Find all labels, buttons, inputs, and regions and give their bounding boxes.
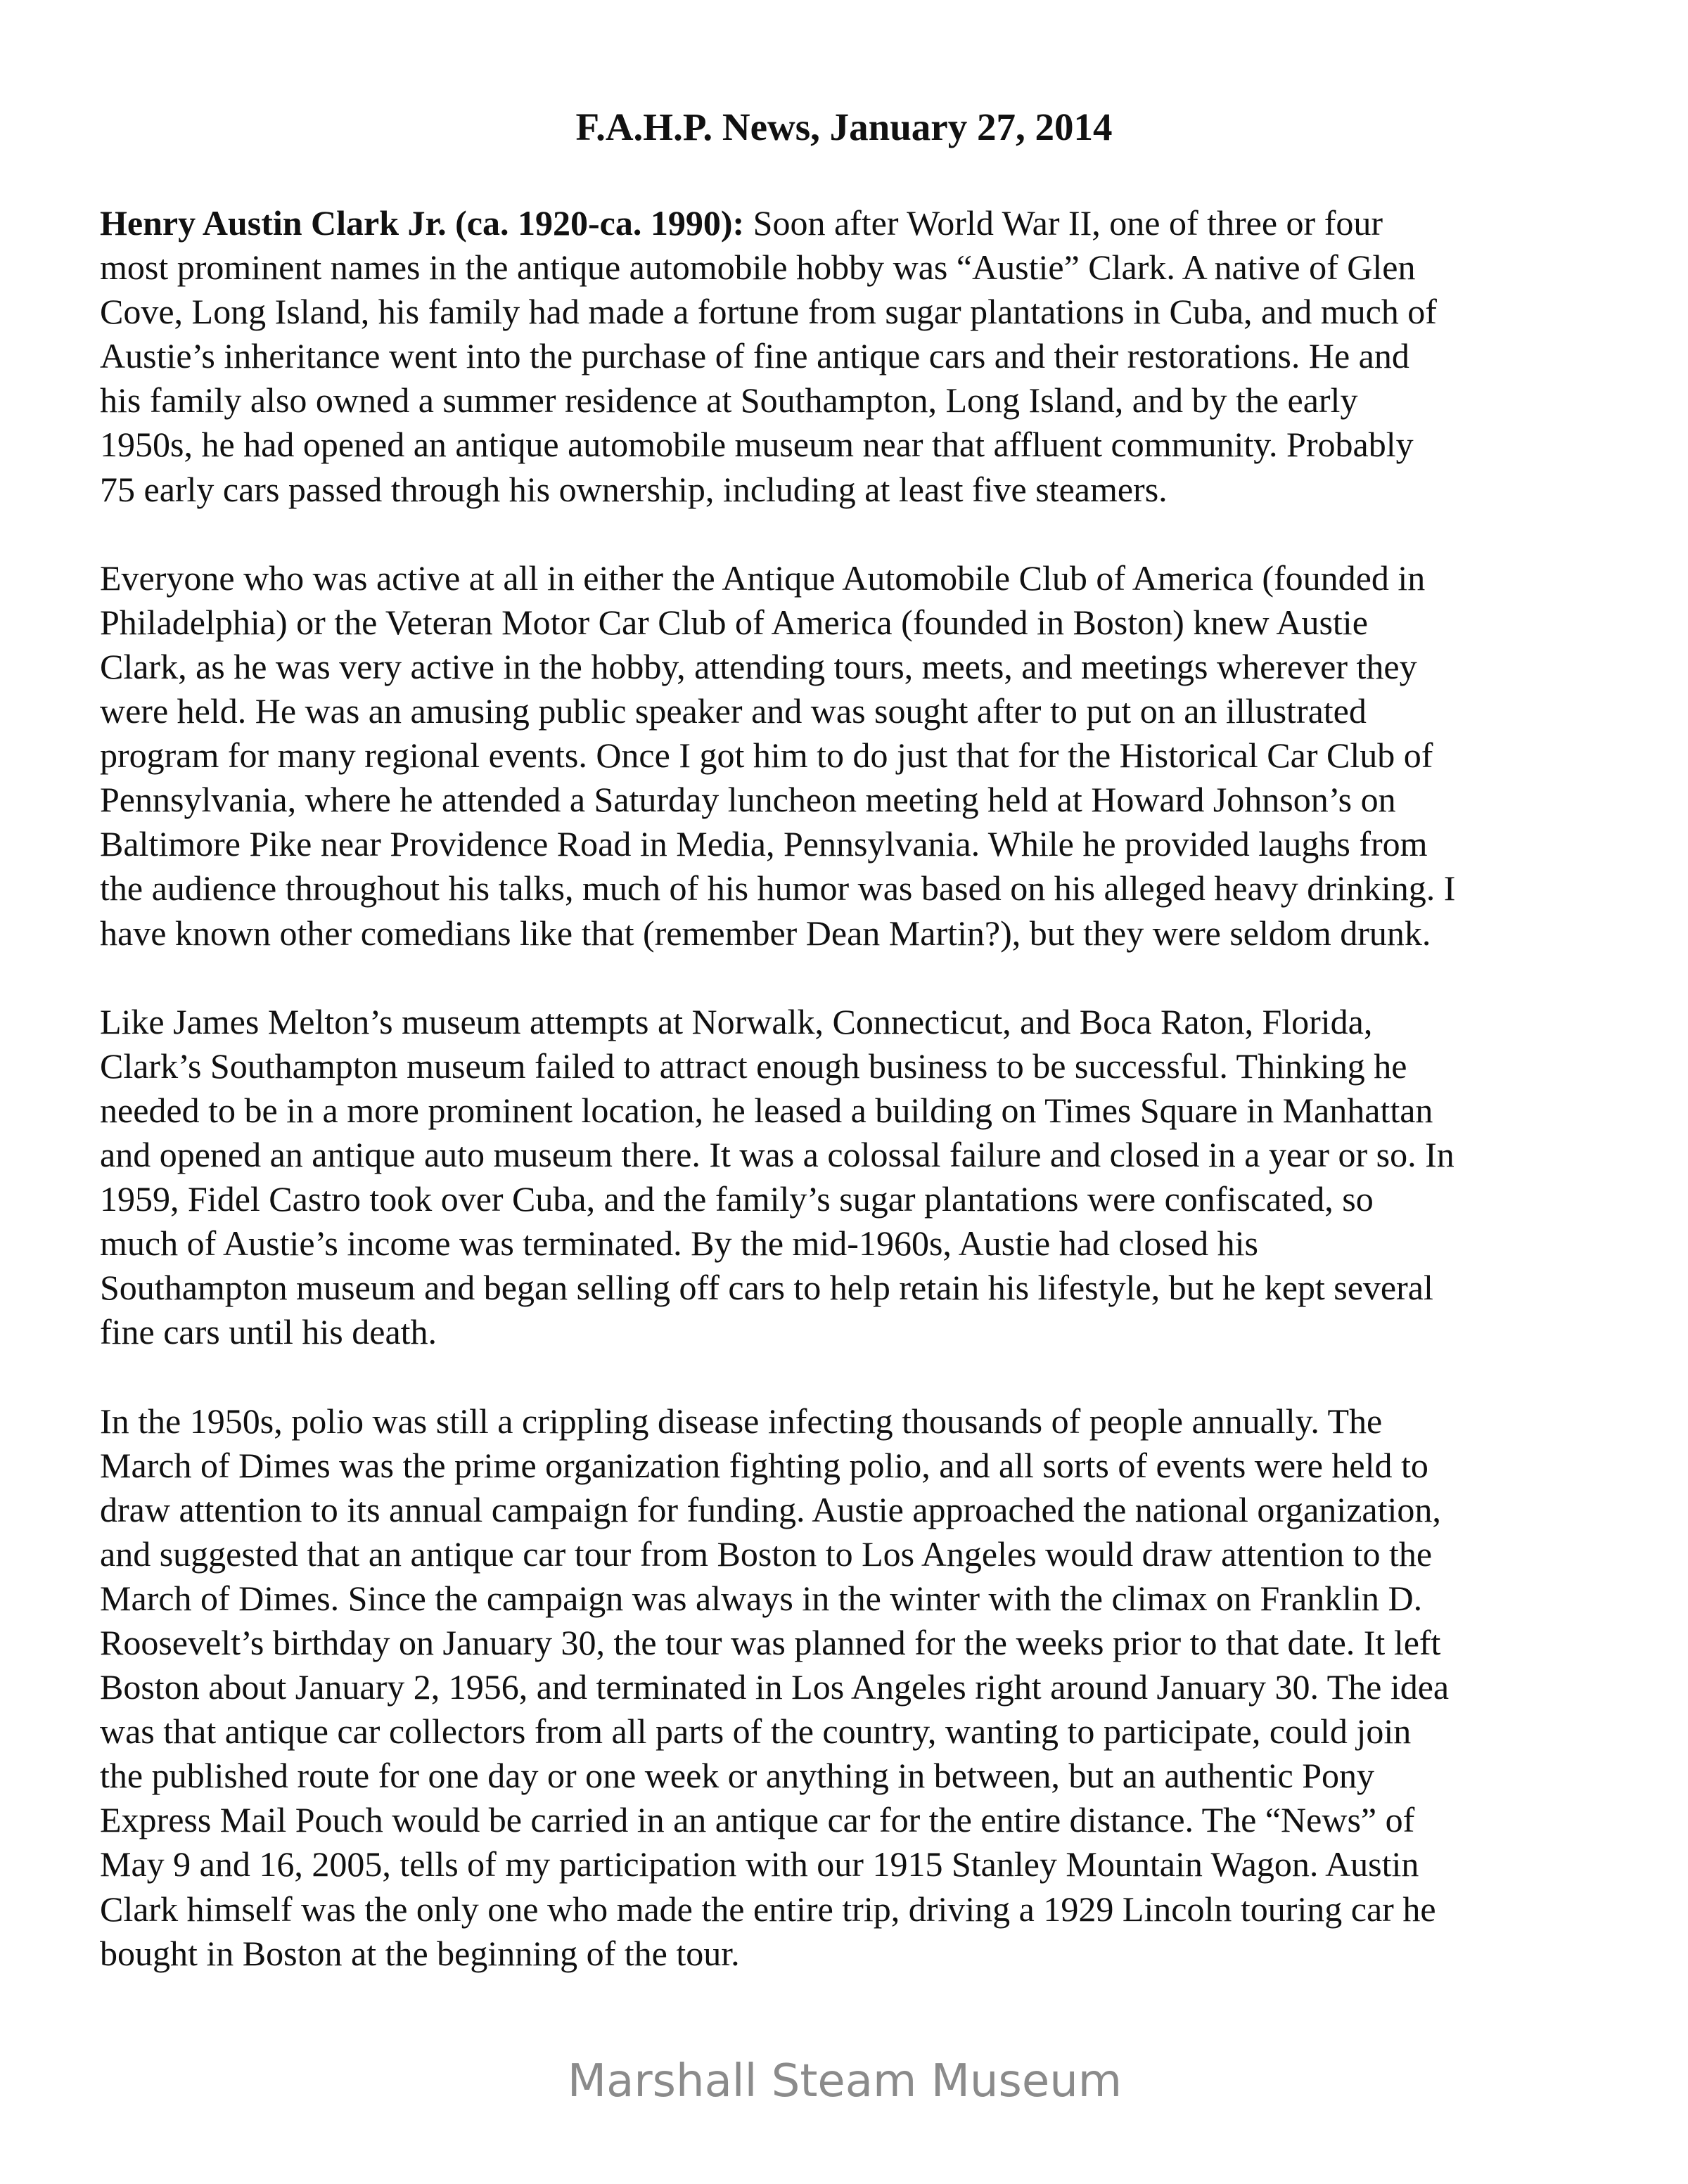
- paragraph: [100, 201, 1605, 512]
- page-title: F.A.H.P. News, January 27, 2014: [575, 105, 1113, 148]
- text-line: [100, 1444, 1605, 1488]
- text-line: [100, 1310, 1605, 1354]
- text-line: [100, 1133, 1605, 1177]
- text-line: [100, 645, 1605, 689]
- text-line: [100, 1488, 1605, 1532]
- line-text: was that antique car collectors from all parts of the country, wanting to participate, could join: [100, 1711, 1412, 1752]
- text-line: [100, 1621, 1605, 1665]
- line-text: Clark himself was the only one who made the entire trip, driving a 1929 Lincoln touring car he: [100, 1889, 1436, 1929]
- line-text: Everyone who was active at all in either the Antique Automobile Club of America (founded in: [100, 558, 1426, 598]
- text-line: [100, 1887, 1605, 1932]
- subject-heading: Henry Austin Clark Jr. (ca. 1920-ca. 1990):: [100, 203, 745, 243]
- text-line: [100, 1665, 1605, 1709]
- line-text: May 9 and 16, 2005, tells of my participation with our 1915 Stanley Mountain Wagon. Austin: [100, 1844, 1419, 1884]
- text-line: [100, 911, 1605, 956]
- line-text: 75 early cars passed through his ownership, including at least five steamers.: [100, 469, 1168, 509]
- text-line: [100, 1932, 1605, 1976]
- text-line: [100, 1000, 1605, 1044]
- line-text: program for many regional events. Once I got him to do just that for the Historical Car Club of: [100, 736, 1433, 776]
- line-text: Express Mail Pouch would be carried in an antique car for the entire distance. The “News” of: [100, 1800, 1415, 1840]
- line-text: were held. He was an amusing public speaker and was sought after to put on an illustrated: [100, 691, 1367, 731]
- text-line: [100, 733, 1605, 778]
- line-text: Roosevelt’s birthday on January 30, the tour was planned for the weeks prior to that date. It left: [100, 1623, 1441, 1662]
- text-line: [100, 1044, 1605, 1088]
- text-line: [100, 1709, 1605, 1754]
- line-text: Cove, Long Island, his family had made a fortune from sugar plantations in Cuba, and much of: [100, 292, 1437, 332]
- text-line: [100, 334, 1605, 378]
- text-line: [100, 600, 1605, 645]
- text-line: [100, 1754, 1605, 1798]
- text-line: [100, 866, 1605, 911]
- paragraph: [100, 1000, 1605, 1355]
- line-text: his family also owned a summer residence at Southampton, Long Island, and by the early: [100, 380, 1358, 420]
- text-line: [100, 1798, 1605, 1842]
- text-line: [100, 822, 1605, 866]
- text-line: [100, 378, 1605, 423]
- line-text: and opened an antique auto museum there. It was a colossal failure and closed in a year or so. In: [100, 1134, 1454, 1174]
- line-text: fine cars until his death.: [100, 1312, 437, 1352]
- watermark: Marshall Steam Museum: [567, 2055, 1123, 2107]
- line-text: Southampton museum and began selling off cars to help retain his lifestyle, but he kept several: [100, 1268, 1433, 1308]
- paragraph: [100, 1399, 1605, 1976]
- line-text: Clark, as he was very active in the hobby, attending tours, meets, and meetings wherever they: [100, 646, 1417, 686]
- text-line: [100, 423, 1605, 467]
- line-text: In the 1950s, polio was still a crippling disease infecting thousands of people annually. The: [100, 1401, 1383, 1441]
- article-body: [100, 201, 1605, 1976]
- line-text: needed to be in a more prominent location, he leased a building on Times Square in Manhattan: [100, 1090, 1433, 1130]
- line-text: Boston about January 2, 1956, and terminated in Los Angeles right around January 30. The idea: [100, 1667, 1450, 1707]
- text-line: [100, 468, 1605, 512]
- text-line: [100, 556, 1605, 600]
- text-line: [100, 1266, 1605, 1310]
- text-line: [100, 689, 1605, 733]
- text-line: [100, 778, 1605, 822]
- text-line: [100, 1532, 1605, 1576]
- paragraph-spacer: [100, 956, 1605, 1000]
- text-line: [100, 245, 1605, 290]
- line-text: Baltimore Pike near Providence Road in Media, Pennsylvania. While he provided laughs from: [100, 824, 1428, 864]
- line-text: and suggested that an antique car tour from Boston to Los Angeles would draw attention to the: [100, 1534, 1433, 1574]
- line-text: most prominent names in the antique automobile hobby was “Austie” Clark. A native of Glen: [100, 248, 1416, 288]
- line-text: Soon after World War II, one of three or four: [744, 203, 1383, 243]
- line-text: bought in Boston at the beginning of the tour.: [100, 1933, 740, 1973]
- text-line: [100, 201, 1605, 245]
- line-text: the published route for one day or one week or anything in between, but an authentic Pony: [100, 1756, 1375, 1796]
- line-text: March of Dimes. Since the campaign was always in the winter with the climax on Franklin D.: [100, 1578, 1423, 1618]
- paragraph-spacer: [100, 512, 1605, 556]
- text-line: [100, 290, 1605, 334]
- line-text: have known other comedians like that (remember Dean Martin?), but they were seldom drunk.: [100, 913, 1431, 953]
- text-line: [100, 1221, 1605, 1266]
- text-line: [100, 1576, 1605, 1621]
- line-text: 1959, Fidel Castro took over Cuba, and the family’s sugar plantations were confiscated, so: [100, 1179, 1374, 1219]
- text-line: [100, 1842, 1605, 1887]
- line-text: Pennsylvania, where he attended a Saturday luncheon meeting held at Howard Johnson’s on: [100, 780, 1396, 820]
- text-line: [100, 1177, 1605, 1221]
- paragraph-spacer: [100, 1354, 1605, 1399]
- line-text: Like James Melton’s museum attempts at Norwalk, Connecticut, and Boca Raton, Florida,: [100, 1001, 1373, 1041]
- text-line: [100, 1088, 1605, 1133]
- line-text: much of Austie’s income was terminated. By the mid-1960s, Austie had closed his: [100, 1223, 1258, 1264]
- line-text: March of Dimes was the prime organization fighting polio, and all sorts of events were held to: [100, 1445, 1428, 1485]
- line-text: the audience throughout his talks, much of his humor was based on his alleged heavy drinking. I: [100, 868, 1456, 908]
- line-text: Philadelphia) or the Veteran Motor Car Club of America (founded in Boston) knew Austie: [100, 602, 1368, 642]
- line-text: 1950s, he had opened an antique automobile museum near that affluent community. Probably: [100, 425, 1414, 465]
- line-text: Clark’s Southampton museum failed to attract enough business to be successful. Thinking he: [100, 1046, 1407, 1086]
- paragraph: [100, 556, 1605, 956]
- text-line: [100, 1399, 1605, 1444]
- line-text: Austie’s inheritance went into the purchase of fine antique cars and their restorations. He and: [100, 336, 1409, 376]
- line-text: draw attention to its annual campaign for funding. Austie approached the national organization,: [100, 1489, 1441, 1529]
